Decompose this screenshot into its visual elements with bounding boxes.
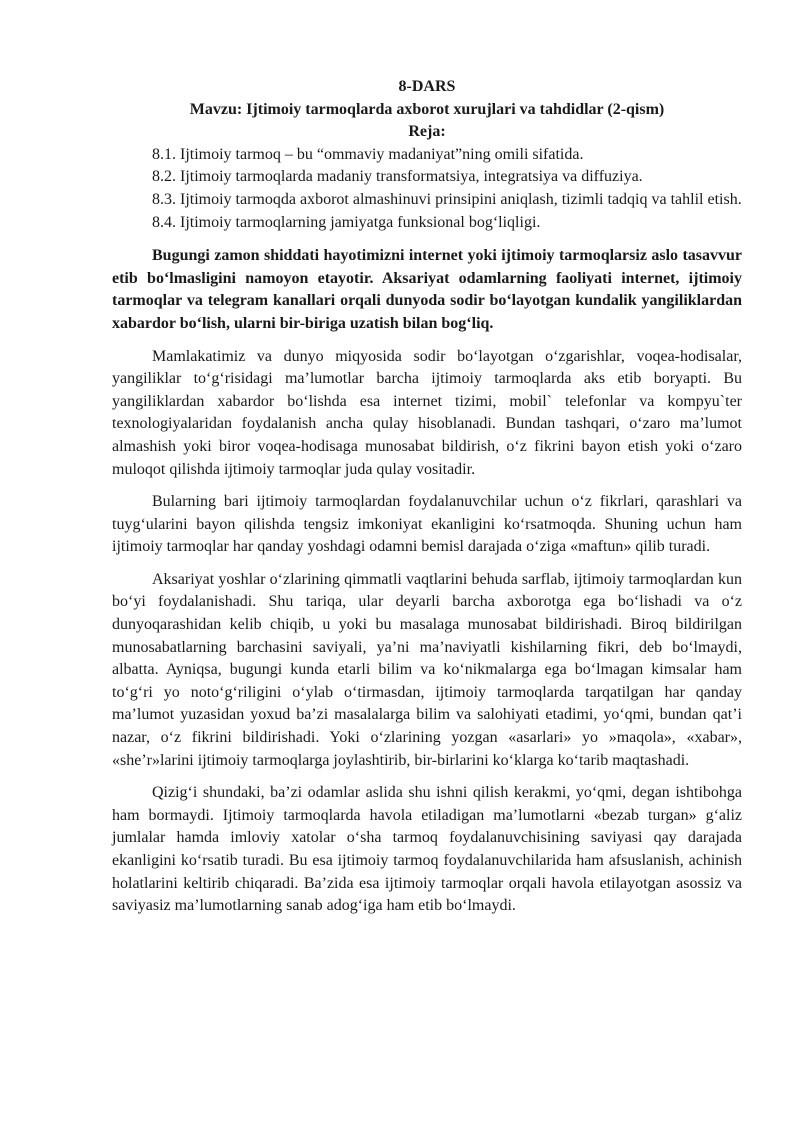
lesson-topic: Mavzu: Ijtimoiy tarmoqlarda axborot xurujlari va tahdidlar (2-qism) <box>189 100 665 118</box>
plan-item: 8.2. Ijtimoiy tarmoqlarda madaniy transformatsiya, integratsiya va diffuziya. <box>152 168 643 186</box>
body-paragraph: Qizig‘i shundaki, ba’zi odamlar aslida shu ishni qilish kerakmi, yo‘qmi, degan ishtibohga ham bormaydi. Ijtimoiy tarmoqlarda havola etiladigan ma’lumotlarni «bezab turgan» g‘aliz jumlalar hamda imloviy xatolar o‘sha tarmoq foydalanuvchisining saviyasi qay darajada ekanligini ko‘rsatib turadi. Bu esa ijtimoiy tarmoq foydalanuvchilarida ham afsuslanish, achinish holatlarini keltirib chiqaradi. Ba’zida esa ijtimoiy tarmoqlar orqali havola etilayotgan asossiz va saviyasiz ma’lumotlarning sanab adog‘iga ham etib bo‘lmaydi. <box>112 784 742 915</box>
document-page <box>112 76 742 928</box>
body-paragraph: Bularning bari ijtimoiy tarmoqlardan foydalanuvchilar uchun o‘z fikrlari, qarashlari va tuyg‘ularini bayon qilishda tengsiz imkoniyat ekanligini ko‘rsatmoqda. Shuning uchun ham ijtimoiy tarmoqlar har qanday yoshdagi odamni bemisl darajada o‘ziga «maftun» qilib turadi. <box>112 493 742 556</box>
plan-item: 8.1. Ijtimoiy tarmoq – bu “ommaviy madaniyat”ning omili sifatida. <box>152 145 584 163</box>
lesson-number: 8-DARS <box>398 78 456 95</box>
body-paragraph: Aksariyat yoshlar o‘zlarining qimmatli vaqtlarini behuda sarflab, ijtimoiy tarmoqlardan kun bo‘yi foydalanishadi. Shu tariqa, ular deyarli barcha axborotga ega bo‘lishadi va o‘z dunyoqarashidan kelib chiqib, u yoki bu masalaga munosabat bildirishadi. Biroq bildirilgan munosabatlarning barchasini saviyali, ya’ni ma’naviyatli kishilarning fikri, deb bo‘lmaydi, albatta. Ayniqsa, bugungi kunda etarli bilim va ko‘nikmalarga ega bo‘lmagan kimsalar ham to‘g‘ri yo noto‘g‘riligini o‘ylab o‘tirmasdan, ijtimoiy tarmoqlarda tarqatilgan har qanday ma’lumot yuzasidan yoxud ba’zi masalalarga bilim va salohiyati etadimi, yo‘qmi, bundan qat’i nazar, o‘z fikrini bildirishadi. Yoki o‘zlarining yozgan «asarlari» yo »maqola», «xabar», «she’r»larini ijtimoiy tarmoqlarga joylashtirib, bir-birlarini ko‘klarga ko‘tarib maqtashadi. <box>112 570 742 769</box>
plan-item: 8.4. Ijtimoiy tarmoqlarning jamiyatga funksional bog‘liqligi. <box>152 213 541 231</box>
plan-list <box>112 144 742 234</box>
plan-item: 8.3. Ijtimoiy tarmoqda axborot almashinuvi prinsipini aniqlash, tizimli tadqiq va tahlil etish. <box>152 190 742 208</box>
body-paragraph: Mamlakatimiz va dunyo miqyosida sodir bo‘layotgan o‘zgarishlar, voqea-hodisalar, yangiliklar to‘g‘risidagi ma’lumotlar barcha ijtimoiy tarmoqlarda aks etib boryapti. Bu yangiliklardan xabardor bo‘lishda esa internet tizimi, mobil` telefonlar va kompyu`ter texnologiyalaridan foydalanish ancha qulay hisoblanadi. Bundan tashqari, o‘zaro ma’lumot almashish yoki biror voqea-hodisaga munosabat bildirish, o‘z fikrini bayon etish yoki o‘zaro muloqot qilishda ijtimoiy tarmoqlar juda qulay vositadir. <box>112 347 742 478</box>
plan-heading: Reja: <box>408 123 446 141</box>
intro-paragraph: Bugungi zamon shiddati hayotimizni internet yoki ijtimoiy tarmoqlarsiz aslo tasavvur etib bo‘lmasligini namoyon etayotir. Aksariyat odamlarning faoliyati internet, ijtimoiy tarmoqlar va telegram kanallari orqali dunyoda sodir bo‘layotgan kundalik yangiliklardan xabardor bo‘lish, ularni bir-biriga uzatish bilan bog‘liq. <box>112 247 742 332</box>
